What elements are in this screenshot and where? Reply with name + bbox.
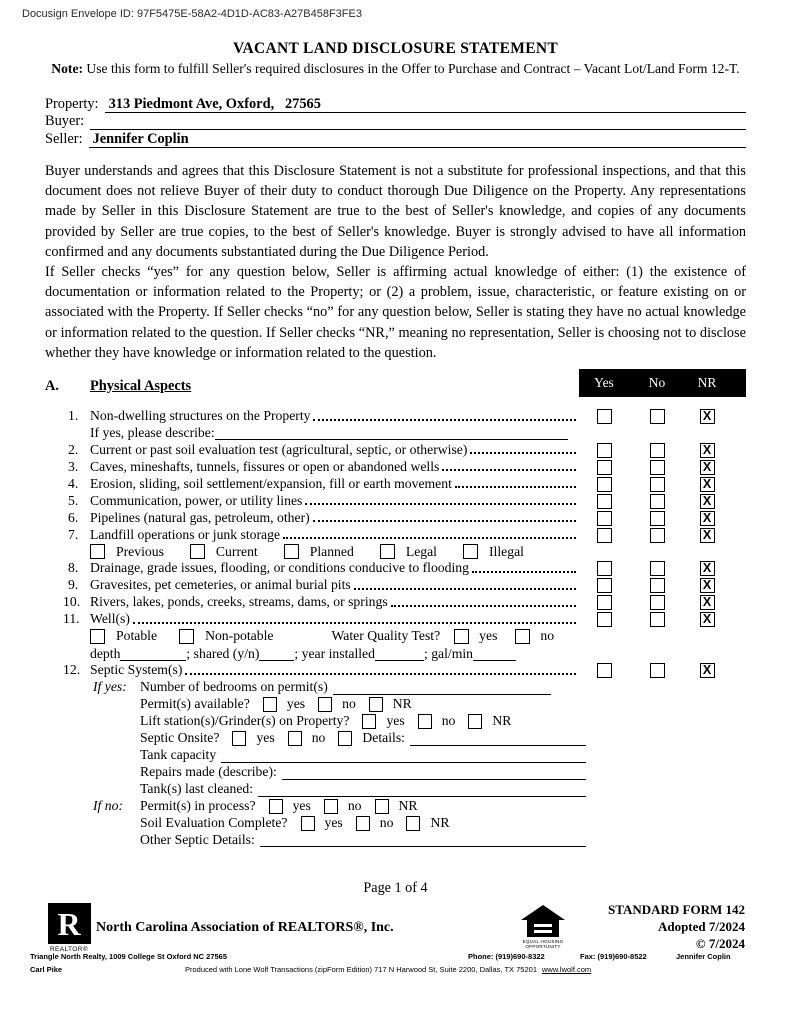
yes-checkbox[interactable]	[597, 561, 612, 576]
wqt-yes-option	[444, 628, 497, 645]
nr-checkbox[interactable]: X	[700, 612, 715, 627]
no-checkbox[interactable]	[650, 511, 665, 526]
yes-label: yes	[292, 798, 311, 813]
yes-checkbox[interactable]	[597, 409, 612, 424]
yes-checkbox[interactable]	[597, 494, 612, 509]
question-row-10	[45, 594, 746, 611]
question-text: Pipelines (natural gas, petroleum, other)	[90, 509, 310, 525]
planned-checkbox[interactable]	[284, 544, 299, 559]
question-number: 9.	[68, 577, 79, 593]
produced-with-text: Produced with Lone Wolf Transactions (zipForm Edition) 717 N Harwood St, Suite 2200, Dallas, TX 75201 www.lwolf.com	[185, 965, 592, 974]
septic-tank-capacity-row	[93, 747, 746, 764]
previous-label: Previous	[116, 543, 164, 559]
question-number: 4.	[68, 475, 79, 491]
permits-available-label: Permit(s) available?	[140, 696, 250, 712]
question-row-5	[45, 493, 746, 510]
question-row-4	[45, 476, 746, 493]
tank-capacity-label: Tank capacity	[140, 747, 217, 763]
answer-column-header	[579, 369, 746, 397]
realtor-logo	[45, 903, 93, 953]
soil-eval-no-checkbox[interactable]	[356, 816, 370, 831]
party-fields	[45, 95, 746, 148]
question-number: 7.	[68, 526, 79, 542]
if-yes-describe-row	[90, 425, 568, 442]
question-row-6	[45, 510, 746, 527]
yes-checkbox[interactable]	[597, 477, 612, 492]
previous-checkbox[interactable]	[90, 544, 105, 559]
association-name: North Carolina Association of REALTORS®, Inc.	[96, 920, 394, 935]
realtor-logo-letter: R	[57, 905, 81, 942]
illegal-label: Illegal	[489, 543, 524, 559]
nr-checkbox[interactable]: X	[700, 409, 715, 424]
landfill-options-row	[90, 544, 746, 561]
no-checkbox[interactable]	[650, 528, 665, 543]
no-label: no	[311, 730, 326, 746]
question-text: Rivers, lakes, ponds, creeks, streams, dams, or springs	[90, 594, 388, 610]
permits-nr-checkbox[interactable]	[369, 697, 383, 712]
form-info-block	[608, 901, 745, 952]
bedrooms-field[interactable]	[333, 681, 551, 695]
if-no-label: If no:	[93, 798, 124, 813]
question-number: 1.	[68, 408, 79, 423]
question-number: 12.	[63, 662, 81, 678]
agent-name: Carl Pike	[30, 965, 63, 974]
non-potable-option	[179, 628, 273, 645]
yes-checkbox[interactable]	[597, 663, 612, 678]
wqt-yes-checkbox[interactable]	[454, 629, 469, 644]
potable-label: Potable	[116, 628, 158, 644]
office-phone: Phone: (919)690-8322	[468, 952, 545, 961]
nr-checkbox[interactable]: X	[700, 477, 715, 492]
dot-leader	[313, 408, 576, 421]
soil-eval-nr-checkbox[interactable]	[406, 816, 420, 831]
well-detail-row	[90, 645, 746, 662]
question-text: Communication, power, or utility lines	[90, 492, 303, 508]
question-row-2	[45, 442, 746, 459]
yes-checkbox[interactable]	[597, 460, 612, 475]
dot-leader	[442, 459, 576, 472]
lift-no-checkbox[interactable]	[418, 714, 432, 729]
nr-label: NR	[392, 696, 412, 712]
other-septic-details-label: Other Septic Details:	[140, 831, 255, 847]
yes-checkbox[interactable]	[597, 578, 612, 593]
form-note	[0, 61, 791, 77]
question-number: 5.	[68, 492, 79, 508]
question-text: Caves, mineshafts, tunnels, fissures or open or abandoned wells	[90, 458, 440, 474]
dot-leader	[391, 594, 576, 607]
yes-checkbox[interactable]	[597, 612, 612, 627]
nr-checkbox[interactable]: X	[700, 561, 715, 576]
page-number: Page 1 of 4	[363, 880, 428, 896]
nr-label: NR	[398, 798, 418, 813]
question-text: Well(s)	[90, 611, 130, 627]
section-a-header	[45, 369, 746, 397]
current-checkbox[interactable]	[190, 544, 205, 559]
current-option	[190, 544, 258, 561]
in-process-yes-checkbox[interactable]	[269, 799, 283, 814]
previous-option	[90, 544, 164, 561]
question-number: 3.	[68, 458, 79, 474]
seller-field[interactable]: Jennifer Coplin	[89, 131, 746, 148]
in-process-no-checkbox[interactable]	[324, 799, 338, 814]
nr-checkbox[interactable]: X	[700, 443, 715, 458]
docusign-envelope-id: Docusign Envelope ID: 97F5475E-58A2-4D1D-AC83-A27B458F3FE3	[22, 8, 362, 20]
question-text: Non-dwelling structures on the Property	[90, 408, 311, 423]
yes-column-label: Yes	[594, 375, 614, 390]
no-label: no	[342, 696, 356, 712]
dot-leader	[313, 510, 576, 523]
no-label: no	[347, 798, 362, 813]
current-label: Current	[215, 543, 258, 559]
nr-checkbox[interactable]: X	[700, 595, 715, 610]
lift-nr-checkbox[interactable]	[468, 714, 482, 729]
footer-line-1	[30, 952, 761, 963]
dot-leader	[185, 662, 576, 675]
bedrooms-label: Number of bedrooms on permit(s)	[140, 679, 328, 695]
septic-bedrooms-row	[93, 679, 746, 696]
planned-option	[284, 544, 354, 561]
lift-station-label: Lift station(s)/Grinder(s) on Property?	[140, 713, 350, 729]
note-text: Use this form to fulfill Seller's required disclosures in the Offer to Purchase and Contract – Vacant Lot/Land Form 12-T.	[83, 61, 740, 76]
standard-form-number: STANDARD FORM 142	[608, 902, 745, 917]
equal-housing-roof-icon	[521, 905, 565, 920]
nr-column-label: NR	[697, 375, 717, 390]
details-field[interactable]	[410, 732, 586, 746]
dot-leader	[283, 527, 576, 540]
dot-leader	[472, 560, 576, 573]
no-label: no	[441, 713, 456, 729]
repairs-field[interactable]	[282, 766, 586, 780]
last-cleaned-field[interactable]	[258, 783, 586, 797]
septic-soil-eval-row	[93, 815, 746, 832]
no-checkbox[interactable]	[650, 477, 665, 492]
no-checkbox[interactable]	[650, 578, 665, 593]
nr-checkbox[interactable]: X	[700, 460, 715, 475]
septic-repairs-row	[93, 764, 746, 781]
septic-permits-row	[93, 696, 746, 713]
section-heading: Physical Aspects	[90, 378, 192, 394]
year-installed-label: ; year installed	[294, 645, 375, 661]
legal-option	[380, 544, 437, 561]
question-row-3	[45, 459, 746, 476]
no-column-label: No	[648, 375, 666, 390]
question-number: 10.	[63, 594, 81, 610]
nr-label: NR	[492, 713, 512, 729]
equal-housing-caption: EQUAL HOUSING OPPORTUNITY	[522, 939, 564, 950]
wqt-no-option	[507, 628, 554, 645]
potable-option	[90, 628, 157, 645]
in-process-label: Permit(s) in process?	[140, 798, 256, 813]
onsite-yes-checkbox[interactable]	[232, 731, 246, 746]
septic-onsite-row	[93, 730, 746, 747]
question-text: Drainage, grade issues, flooding, or conditions conducive to flooding	[90, 560, 469, 576]
illegal-checkbox[interactable]	[463, 544, 478, 559]
question-text: Gravesites, pet cemeteries, or animal burial pits	[90, 577, 351, 593]
note-label: Note:	[51, 61, 83, 76]
if-yes-describe-label: If yes, please describe:	[90, 425, 215, 441]
non-potable-label: Non-potable	[205, 628, 274, 644]
lwolf-link[interactable]: www.lwolf.com	[542, 965, 592, 974]
dot-leader	[470, 442, 576, 455]
seller-row	[45, 130, 746, 148]
question-row-11	[45, 611, 746, 628]
yes-checkbox[interactable]	[597, 595, 612, 610]
depth-field[interactable]	[120, 647, 186, 661]
prepared-for-name: Jennifer Coplin	[676, 952, 731, 961]
office-fax: Fax: (919)690-8522	[580, 952, 647, 961]
no-checkbox[interactable]	[650, 443, 665, 458]
question-row-1	[45, 408, 746, 425]
shared-field[interactable]	[259, 647, 294, 661]
no-checkbox[interactable]	[650, 612, 665, 627]
realtor-logo-icon	[48, 903, 91, 944]
footer-line-2	[30, 965, 761, 976]
lift-yes-checkbox[interactable]	[362, 714, 376, 729]
if-yes-label: If yes:	[93, 679, 127, 695]
buyer-label: Buyer:	[45, 113, 85, 130]
nr-checkbox[interactable]: X	[700, 511, 715, 526]
question-text: Septic System(s)	[90, 662, 183, 678]
question-row-12	[45, 662, 746, 679]
well-type-row	[90, 628, 746, 645]
septic-onsite-label: Septic Onsite?	[140, 730, 220, 746]
permits-yes-checkbox[interactable]	[263, 697, 277, 712]
dot-leader	[133, 611, 576, 624]
describe-field[interactable]	[215, 439, 568, 440]
gal-min-label: ; gal/min	[423, 645, 474, 661]
no-checkbox[interactable]	[650, 561, 665, 576]
yes-label: yes	[286, 696, 306, 712]
illegal-option	[463, 544, 524, 561]
no-checkbox[interactable]	[650, 460, 665, 475]
depth-label: depth	[90, 645, 121, 661]
question-text: Current or past soil evaluation test (agricultural, septic, or otherwise)	[90, 441, 468, 457]
nr-checkbox[interactable]: X	[700, 494, 715, 509]
yes-label: yes	[386, 713, 405, 729]
dot-leader	[305, 493, 576, 506]
property-row	[45, 95, 746, 113]
section-letter: A.	[45, 378, 59, 394]
question-row-7	[45, 527, 746, 544]
no-checkbox[interactable]	[650, 663, 665, 678]
other-septic-details-field[interactable]	[260, 833, 586, 847]
septic-other-details-row	[93, 831, 746, 848]
in-process-nr-checkbox[interactable]	[375, 799, 389, 814]
form-title: VACANT LAND DISCLOSURE STATEMENT	[233, 40, 558, 57]
yes-checkbox[interactable]	[597, 511, 612, 526]
yes-label: yes	[256, 730, 275, 746]
onsite-no-checkbox[interactable]	[288, 731, 302, 746]
wqt-no-label: no	[540, 628, 555, 644]
equal-housing-body-icon	[527, 920, 559, 937]
question-number: 6.	[68, 509, 79, 525]
brokerage-office: Triangle North Realty, 1009 College St Oxford NC 27565	[30, 952, 228, 961]
dot-leader	[354, 577, 576, 590]
adopted-date: Adopted 7/2024	[657, 919, 745, 934]
question-text: Landfill operations or junk storage	[90, 526, 281, 542]
property-field[interactable]: 313 Piedmont Ave, Oxford, 27565	[105, 96, 746, 113]
buyer-row	[45, 113, 746, 131]
property-label: Property:	[45, 95, 99, 112]
disclaimer-paragraph: Buyer understands and agrees that this Disclosure Statement is not a substitute for professional inspections, and that this document does not relieve Buyer of their duty to conduct thorough Due Diligence on the Property. Any representations made by Seller in this Disclosure Statement are true to the best of Seller's knowledge, and copies of any documents provided by Seller are true copies, to the best of Seller's knowledge. Buyer is strongly advised to have all information confirmed and any documents substantiated during the Due Diligence Period.	[45, 163, 746, 260]
question-list	[45, 408, 746, 848]
septic-last-cleaned-row	[93, 781, 746, 798]
soil-eval-yes-checkbox[interactable]	[301, 816, 315, 831]
wqt-no-checkbox[interactable]	[515, 629, 530, 644]
septic-lift-row	[93, 713, 746, 730]
seller-label: Seller:	[45, 130, 83, 147]
septic-in-process-row	[93, 798, 746, 815]
no-checkbox[interactable]	[650, 409, 665, 424]
no-label: no	[379, 814, 394, 830]
planned-label: Planned	[309, 543, 354, 559]
details-label: Details:	[362, 730, 405, 746]
copyright-date: © 7/2024	[695, 936, 745, 951]
wqt-yes-label: yes	[479, 628, 498, 644]
question-text: Erosion, sliding, soil settlement/expansion, fill or earth movement	[90, 475, 452, 491]
last-cleaned-label: Tank(s) last cleaned:	[140, 781, 254, 797]
onsite-nr-checkbox[interactable]	[338, 731, 352, 746]
tank-capacity-field[interactable]	[221, 749, 586, 763]
shared-label: ; shared (y/n)	[186, 645, 260, 661]
nr-label: NR	[430, 814, 450, 830]
water-quality-test-label: Water Quality Test?	[331, 628, 441, 644]
yes-checkbox[interactable]	[597, 528, 612, 543]
nr-checkbox[interactable]: X	[700, 663, 715, 678]
gal-min-field[interactable]	[473, 647, 516, 661]
no-checkbox[interactable]	[650, 494, 665, 509]
nr-checkbox[interactable]: X	[700, 528, 715, 543]
legal-label: Legal	[405, 543, 437, 559]
dot-leader	[455, 476, 576, 489]
question-number: 8.	[68, 560, 79, 576]
yes-checkbox[interactable]	[597, 443, 612, 458]
realtor-logo-caption: REALTOR®	[49, 946, 89, 953]
yes-label: yes	[324, 814, 343, 830]
instructions-paragraph: If Seller checks “yes” for any question below, Seller is affirming actual knowledge of either: (1) the existence of documentation or information related to the Property; or (2) a problem, issue, characteristic, or feature existing on or associated with the Property. If Seller checks “no” for any question below, Seller is stating they have no actual knowledge or information related to the question. If Seller checks “NR,” meaning no representation, Seller is choosing not to disclose whether they have knowledge or information related to the question.	[45, 264, 746, 361]
question-row-9	[45, 577, 746, 594]
potable-checkbox[interactable]	[90, 629, 105, 644]
no-checkbox[interactable]	[650, 595, 665, 610]
non-potable-checkbox[interactable]	[179, 629, 194, 644]
nr-checkbox[interactable]: X	[700, 578, 715, 593]
question-number: 11.	[63, 611, 80, 627]
repairs-label: Repairs made (describe):	[140, 764, 277, 780]
year-installed-field[interactable]	[375, 647, 424, 661]
question-number: 2.	[68, 441, 79, 457]
permits-no-checkbox[interactable]	[318, 697, 332, 712]
question-row-8	[45, 560, 746, 577]
equal-housing-logo	[512, 905, 574, 949]
legal-checkbox[interactable]	[380, 544, 395, 559]
soil-eval-label: Soil Evaluation Complete?	[140, 814, 288, 830]
